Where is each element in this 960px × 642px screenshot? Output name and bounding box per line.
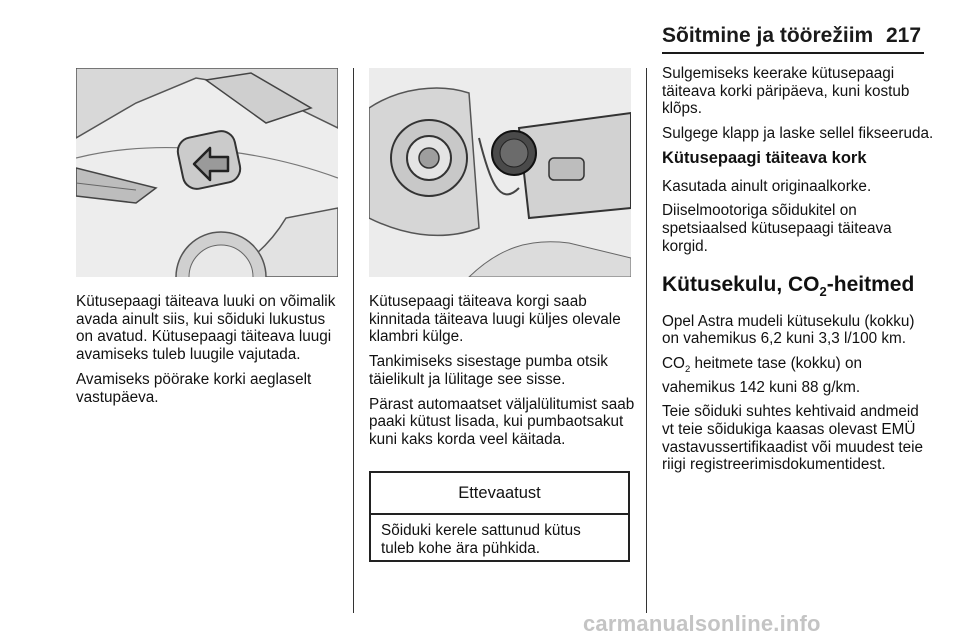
- paragraph: Avamiseks pöörake korki aeglaselt vastupäeva.: [76, 370, 312, 406]
- paragraph: Tankimiseks sisestage pumba otsik täielikult ja lülitage see sisse.: [369, 353, 608, 388]
- text-span: heitmete tase (kokku) on vahemikus 142 kuni 88 g/km.: [662, 354, 862, 396]
- paragraph: Kütusepaagi täiteava luuki on võimalik avada ainult siis, kui sõiduki lukustus on avatud. Kütusepaagi täiteava luugi avamiseks tuleb luugile vajutada.: [76, 293, 336, 364]
- section-heading-consumption: [662, 273, 934, 304]
- fuel-flap-arrow-icon: [76, 68, 338, 277]
- header-rule: [662, 52, 924, 54]
- fuel-cap-open-icon: [369, 68, 631, 277]
- subheading-fuel-cap: Kütusepaagi täiteava kork: [662, 148, 867, 167]
- paragraph: Opel Astra mudeli kütusekulu (kokku) on vahemikus 6,2 kuni 3,3 l/100 km.: [662, 312, 915, 348]
- paragraph: Kasutada ainult originaalkorke.: [662, 177, 872, 195]
- paragraph: Teie sõiduki suhtes kehtivaid andmeid vt teie sõidukiga kaasas olevast EMÜ vastavussertifikaadist või muudest teie riigi registreerimisdokumentidest.: [662, 403, 924, 474]
- column-divider: [353, 68, 354, 613]
- column-divider: [646, 68, 647, 613]
- column-2-text: [369, 293, 637, 456]
- caution-body: Sõiduki kerele sattunud kütus tuleb kohe ära pühkida.: [381, 522, 581, 557]
- heading-text: -heitmed: [826, 273, 915, 297]
- paragraph: Sulgege klapp ja laske sellel fikseeruda.: [662, 125, 934, 143]
- heading-subscript: 2: [819, 284, 827, 300]
- paragraph: [662, 355, 934, 396]
- page-header-title: Sõitmine ja töörežiim: [662, 24, 874, 47]
- fuel-flap-figure: [76, 68, 338, 277]
- text-subscript: 2: [684, 363, 691, 375]
- caution-title: Ettevaatust: [371, 473, 628, 515]
- fuel-cap-figure: [369, 68, 631, 277]
- page-number: 217: [886, 24, 922, 47]
- column-3-text: [662, 65, 934, 481]
- heading-text: Kütusekulu, CO: [662, 273, 820, 297]
- caution-callout: [369, 471, 630, 562]
- watermark: carmanualsonline.info: [583, 611, 821, 636]
- paragraph: Kütusepaagi täiteava korgi saab kinnitada täiteava luugi küljes olevale klambri külge.: [369, 293, 621, 346]
- paragraph: Sulgemiseks keerake kütusepaagi täiteava korki päripäeva, kuni kostub klõps.: [662, 65, 910, 118]
- column-1-text: [76, 293, 344, 413]
- paragraph: Diiselmootoriga sõidukitel on spetsiaalsed kütusepaagi täiteava korgid.: [662, 202, 892, 255]
- paragraph: Pärast automaatset väljalülitumist saab paaki kütust lisada, kui pumbaotsakut kuni kaks korda veel käitada.: [369, 395, 635, 448]
- text-span: CO: [662, 354, 685, 372]
